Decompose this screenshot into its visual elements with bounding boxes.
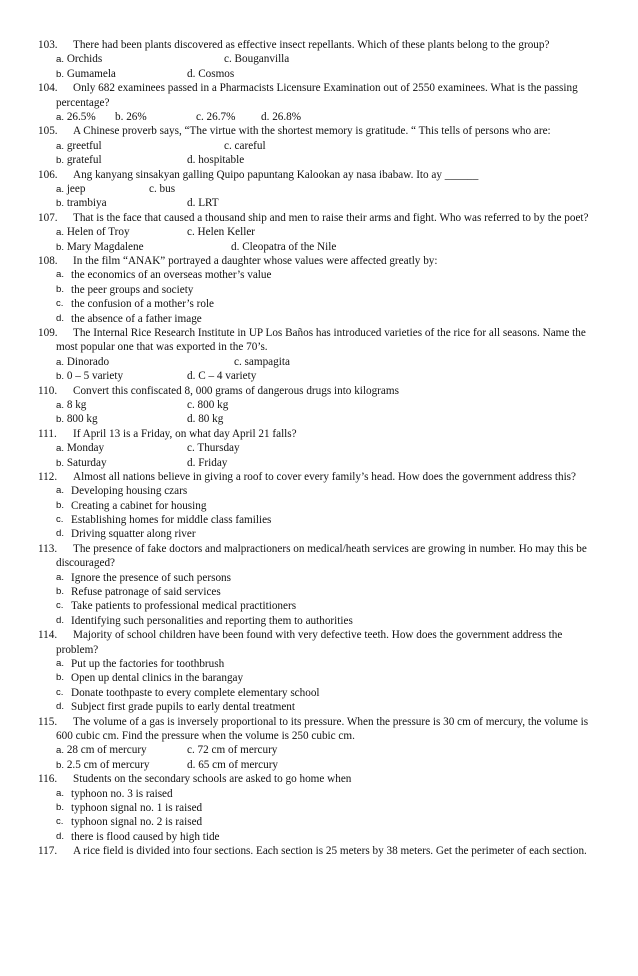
option-a: Monday — [66, 442, 105, 455]
option-b: 0 – 5 variety — [66, 370, 124, 383]
question-105 — [38, 124, 604, 167]
option-b: b. 26% — [115, 111, 147, 123]
option-a: 28 cm of mercury — [66, 744, 147, 757]
option-d: d. hospitable — [187, 154, 245, 167]
option-letter: a. — [56, 356, 65, 368]
option-a: Orchids — [66, 53, 103, 66]
question-114 — [38, 628, 604, 714]
option-letter: a. — [56, 658, 65, 670]
option-c: c. bus — [149, 182, 176, 195]
question-text: If April 13 is a Friday, on what day April 21 falls? — [73, 427, 297, 440]
question-number: 114. — [38, 629, 58, 642]
option-b: trambiya — [66, 197, 107, 210]
option-letter: d. — [56, 614, 65, 626]
option-letter: c. — [56, 514, 64, 526]
option-letter: b. — [56, 759, 65, 771]
option-letter: d. — [56, 312, 65, 324]
option-d: d. 26.8% — [261, 111, 302, 123]
option-a: typhoon no. 3 is raised — [71, 787, 173, 800]
option-c: c. 800 kg — [187, 398, 229, 411]
question-text: There had been plants discovered as effective insect repellants. Which of these plants belong to the group? — [73, 39, 550, 51]
question-number: 117. — [38, 845, 58, 858]
option-letter: d. — [56, 528, 65, 540]
option-letter: b. — [56, 586, 65, 598]
option-letter: a. — [56, 443, 65, 455]
question-text: Only 682 examinees passed in a Pharmacists Licensure Examination out of 2550 examinees. What is the passing percentage? — [56, 82, 578, 109]
question-text: The volume of a gas is inversely proportional to its pressure. When the pressure is 30 cm of mercury, the volume is 600 cubic cm. Find the pressure when the volume is 250 cubic cm. — [56, 715, 589, 743]
option-a: Helen of Troy — [66, 226, 130, 239]
option-b: grateful — [66, 154, 102, 167]
option-letter: a. — [56, 227, 65, 239]
question-104 — [38, 81, 604, 124]
option-letter: c. — [56, 686, 64, 698]
option-c: typhoon signal no. 2 is raised — [71, 816, 203, 829]
option-c: c. Helen Keller — [187, 226, 256, 239]
option-c: c. Thursday — [187, 442, 240, 455]
question-109 — [38, 326, 604, 384]
option-letter: b. — [56, 155, 65, 167]
option-d: d. 65 cm of mercury — [187, 758, 279, 771]
option-c: Donate toothpaste to every complete elementary school — [71, 686, 320, 699]
option-c: Take patients to professional medical practitioners — [71, 600, 297, 613]
option-letter: d. — [56, 830, 65, 842]
option-letter: b. — [56, 414, 65, 426]
option-a: Ignore the presence of such persons — [71, 571, 231, 584]
option-b: 2.5 cm of mercury — [66, 758, 150, 771]
question-115 — [38, 715, 604, 773]
option-d: d. C – 4 variety — [187, 370, 257, 383]
question-106 — [38, 168, 604, 211]
option-letter: b. — [56, 283, 65, 295]
option-a: Developing housing czars — [71, 485, 188, 498]
option-d: d. Friday — [187, 456, 228, 469]
question-text: In the film “ANAK” portrayed a daughter whose values were affected greatly by: — [73, 254, 438, 267]
question-text: Majority of school children have been found with very defective teeth. How does the government address the problem? — [56, 629, 563, 656]
question-text: Ang kanyang sinsakyan galling Quipo papuntang Kalookan ay nasa ibabaw. Ito ay ______ — [73, 168, 479, 181]
option-b: Mary Magdalene — [66, 240, 144, 253]
question-number: 103. — [38, 39, 58, 51]
option-letter: b. — [56, 457, 65, 469]
option-b: 800 kg — [66, 413, 98, 426]
option-letter: a. — [56, 571, 65, 583]
option-d: d. Cleopatra of the Nile — [231, 240, 337, 253]
question-text: A rice field is divided into four sections. Each section is 25 meters by 38 meters. Get the perimeter of each section. — [73, 845, 587, 858]
option-c: c. careful — [224, 139, 266, 152]
option-d: Subject first grade pupils to early dental treatment — [71, 701, 295, 714]
question-number: 115. — [38, 715, 58, 728]
option-letter: d. — [56, 701, 65, 713]
option-letter: a. — [56, 54, 65, 66]
option-a: the economics of an overseas mother’s value — [71, 269, 272, 282]
option-c: c. 26.7% — [196, 111, 236, 123]
option-d: Identifying such personalities and reporting them to authorities — [71, 614, 353, 627]
option-b: the peer groups and society — [71, 283, 194, 296]
option-a: greetful — [66, 139, 102, 152]
question-text: Convert this confiscated 8, 000 grams of dangerous drugs into kilograms — [73, 384, 399, 397]
option-letter: a. — [56, 112, 65, 123]
question-number: 116. — [38, 773, 58, 786]
option-letter: c. — [56, 600, 64, 612]
question-number: 112. — [38, 470, 58, 483]
option-d: d. Cosmos — [187, 67, 235, 80]
question-text: A Chinese proverb says, “The virtue with the shortest memory is gratitude. “ This tells of persons who are: — [73, 125, 551, 138]
option-d: Driving squatter along river — [71, 528, 196, 541]
option-c: c. Bouganvilla — [224, 53, 290, 66]
option-b: typhoon signal no. 1 is raised — [71, 802, 203, 814]
option-letter: c. — [56, 816, 64, 828]
question-112 — [38, 470, 604, 542]
question-110 — [38, 384, 604, 427]
option-letter: a. — [56, 485, 65, 497]
question-number: 113. — [38, 542, 58, 555]
question-number: 104. — [38, 82, 58, 95]
question-text: Students on the secondary schools are asked to go home when — [73, 773, 352, 786]
option-c: Establishing homes for middle class families — [71, 514, 272, 527]
option-d: there is flood caused by high tide — [71, 830, 220, 843]
option-a: jeep — [66, 182, 86, 195]
exam-page — [38, 38, 604, 859]
option-d: d. 80 kg — [187, 413, 224, 426]
option-c: the confusion of a mother’s role — [71, 298, 215, 311]
option-b: Open up dental clinics in the barangay — [71, 672, 244, 685]
option-letter: a. — [56, 183, 65, 195]
question-text: That is the face that caused a thousand ship and men to raise their arms and fight. Who was referred to by the poet? — [73, 211, 589, 224]
option-d: d. LRT — [187, 197, 219, 210]
question-116 — [38, 772, 604, 844]
option-letter: b. — [56, 499, 65, 511]
question-text: The Internal Rice Research Institute in UP Los Baños has introduced varieties of the rice for all seasons. Name the most popular one that was exported in the 70’s. — [56, 326, 586, 354]
question-number: 111. — [38, 427, 57, 440]
option-letter: b. — [56, 198, 65, 210]
question-117 — [38, 844, 604, 858]
question-111 — [38, 427, 604, 470]
question-text: The presence of fake doctors and malpractioners on medical/heath services are growing in number. Ho may this be discouraged? — [56, 542, 587, 570]
option-letter: c. — [56, 298, 64, 310]
option-letter: a. — [56, 787, 65, 799]
option-letter: a. — [56, 269, 65, 281]
question-108 — [38, 254, 604, 326]
question-number: 106. — [38, 168, 58, 181]
question-text: Almost all nations believe in giving a roof to cover every family’s head. How does the government address this? — [73, 470, 576, 483]
question-number: 107. — [38, 211, 58, 224]
option-a: Put up the factories for toothbrush — [71, 658, 225, 671]
option-letter: b. — [56, 68, 65, 80]
option-letter: a. — [56, 745, 65, 757]
option-letter: a. — [56, 399, 65, 411]
option-letter: b. — [56, 241, 65, 253]
option-a: 26.5% — [66, 111, 96, 123]
option-c: c. 72 cm of mercury — [187, 744, 278, 757]
option-a: Dinorado — [66, 355, 110, 368]
option-b: Creating a cabinet for housing — [71, 499, 207, 512]
option-letter: b. — [56, 672, 65, 684]
option-c: c. sampagita — [234, 355, 290, 368]
option-letter: b. — [56, 802, 65, 813]
question-number: 110. — [38, 384, 58, 397]
question-113 — [38, 542, 604, 628]
question-107 — [38, 211, 604, 254]
question-number: 105. — [38, 125, 58, 138]
option-letter: b. — [56, 371, 65, 383]
option-a: 8 kg — [66, 398, 87, 411]
option-letter: a. — [56, 140, 65, 152]
question-103 — [38, 38, 604, 81]
option-d: the absence of a father image — [71, 312, 202, 325]
option-b: Gumamela — [66, 67, 116, 80]
option-b: Saturday — [66, 456, 107, 469]
question-number: 108. — [38, 254, 58, 267]
question-number: 109. — [38, 326, 58, 339]
option-b: Refuse patronage of said services — [71, 586, 221, 599]
